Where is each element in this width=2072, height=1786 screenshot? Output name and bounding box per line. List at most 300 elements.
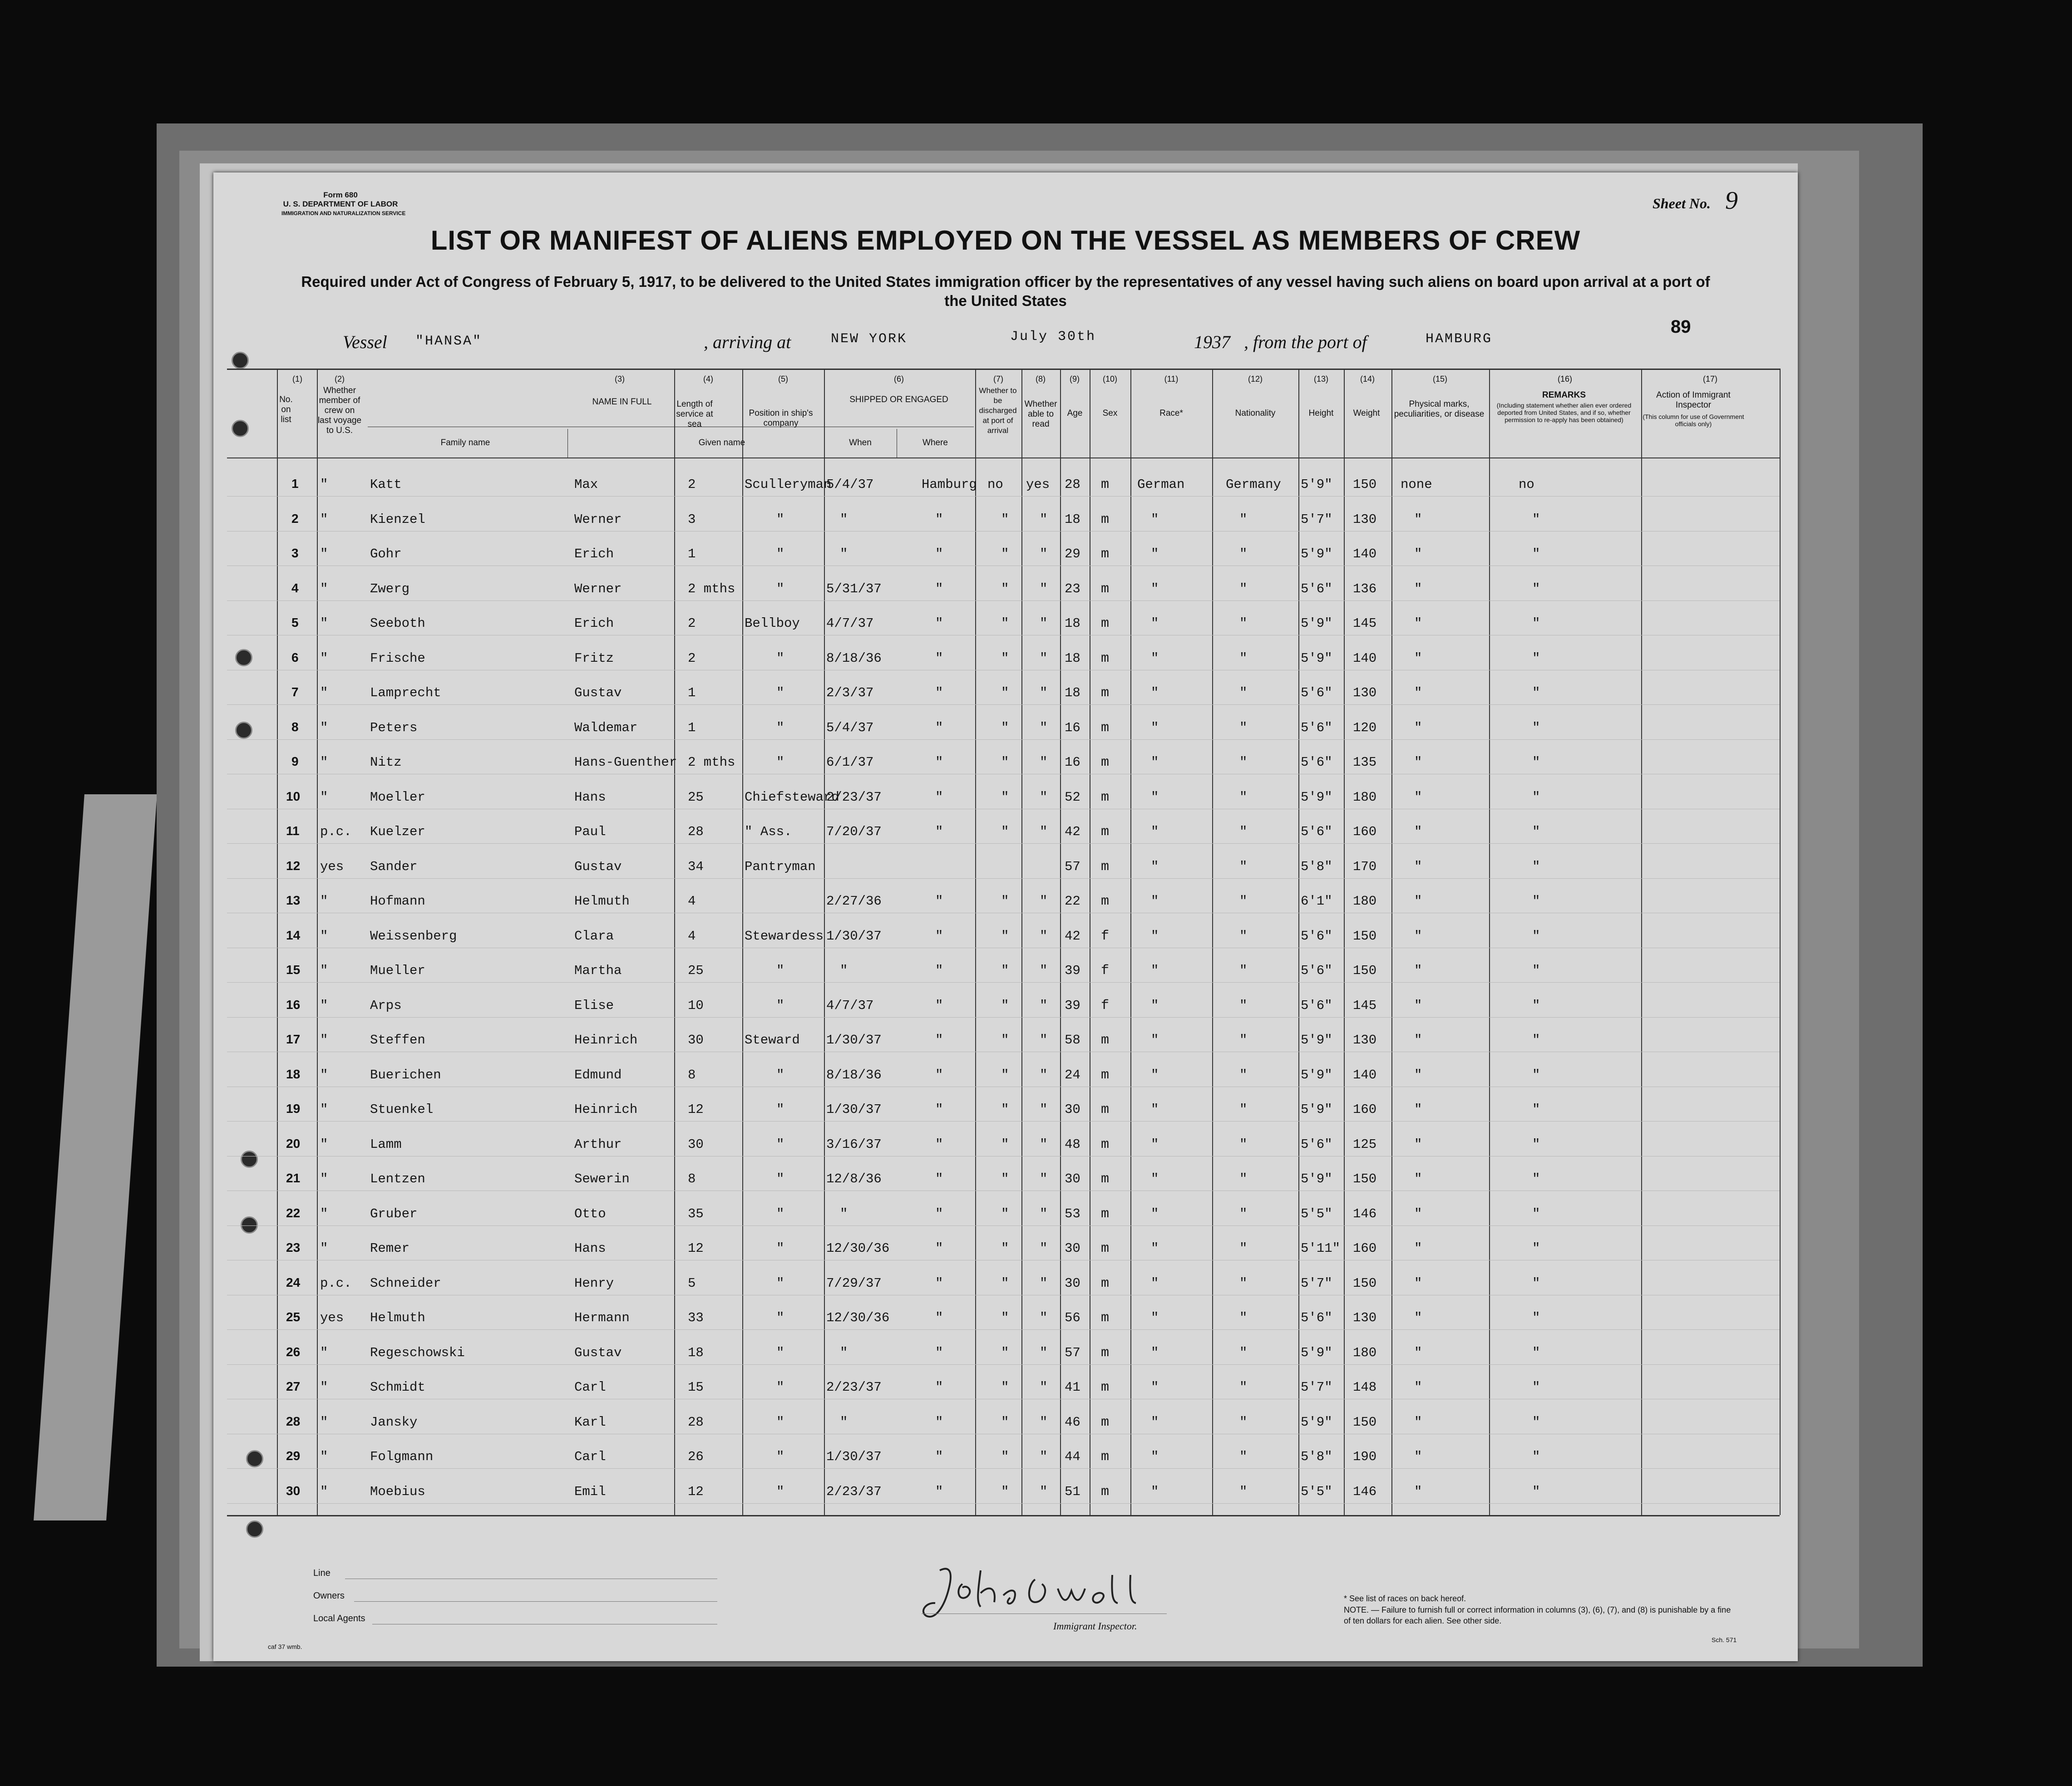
column-rule xyxy=(824,369,825,1515)
shipped-where-cell: " xyxy=(935,894,943,909)
family-name-cell: Frische xyxy=(370,650,425,666)
race-cell: " xyxy=(1151,1171,1159,1186)
footer-owners-label: Owners xyxy=(313,1591,345,1601)
weight-cell: 125 xyxy=(1353,1137,1377,1152)
age-cell: 57 xyxy=(1065,859,1080,874)
col-header-physical: Physical marks, peculiarities, or disease xyxy=(1394,399,1485,419)
family-name-cell: Hofmann xyxy=(370,894,425,909)
nationality-cell: " xyxy=(1239,928,1248,944)
given-name-cell: Carl xyxy=(574,1449,606,1464)
col-header-weight: Weight xyxy=(1353,408,1380,418)
physical-marks-cell: " xyxy=(1414,859,1422,874)
height-cell: 5'6" xyxy=(1301,1310,1332,1325)
row-number: 19 xyxy=(286,1102,301,1116)
age-cell: 42 xyxy=(1065,928,1080,944)
row-rule xyxy=(227,496,1780,497)
given-name-cell: Gustav xyxy=(574,685,622,700)
position-cell: " xyxy=(776,1102,784,1117)
able-to-read-cell: " xyxy=(1040,720,1048,735)
shipped-where-cell: " xyxy=(935,824,943,839)
position-cell: " Ass. xyxy=(745,824,792,839)
service-length-cell: 2 mths xyxy=(688,581,735,596)
sex-cell: m xyxy=(1101,894,1110,909)
height-cell: 5'9" xyxy=(1301,789,1332,805)
shipped-when-cell: 1/30/37 xyxy=(826,928,882,944)
able-to-read-cell: " xyxy=(1040,1206,1048,1221)
sex-cell: m xyxy=(1101,1414,1110,1430)
remarks-cell: " xyxy=(1532,1206,1540,1221)
prev-voyage-cell: " xyxy=(320,1137,328,1152)
row-number: 4 xyxy=(291,581,299,595)
row-number: 13 xyxy=(286,893,301,907)
shipped-where-cell: " xyxy=(935,720,943,735)
age-cell: 18 xyxy=(1065,650,1080,666)
race-cell: " xyxy=(1151,1275,1159,1291)
weight-cell: 130 xyxy=(1353,1310,1377,1325)
discharged-cell: " xyxy=(1001,616,1009,631)
sex-cell: m xyxy=(1101,581,1110,597)
height-cell: 5'9" xyxy=(1301,1345,1332,1360)
column-number: (1) xyxy=(292,374,302,384)
family-name-cell: Arps xyxy=(370,998,402,1013)
position-cell: " xyxy=(776,1206,784,1221)
discharged-cell: " xyxy=(1001,1067,1009,1082)
nationality-cell: " xyxy=(1239,1241,1248,1256)
footer-line-label: Line xyxy=(313,1568,331,1578)
able-to-read-cell: " xyxy=(1040,1275,1048,1291)
service-length-cell: 2 mths xyxy=(688,755,735,770)
shipped-where-cell: " xyxy=(935,1449,943,1464)
discharged-cell: " xyxy=(1001,1380,1009,1395)
remarks-cell: " xyxy=(1532,1345,1540,1360)
race-cell: " xyxy=(1151,1033,1159,1048)
discharged-cell: " xyxy=(1001,1241,1009,1256)
position-cell: Pantryman xyxy=(745,859,816,874)
height-cell: 5'9" xyxy=(1301,1067,1332,1082)
shipped-when-cell: 1/30/37 xyxy=(826,1033,882,1048)
discharged-cell: " xyxy=(1001,1171,1009,1186)
prev-voyage-cell: p.c. xyxy=(320,1275,352,1291)
prev-voyage-cell: " xyxy=(320,963,328,978)
family-name-cell: Zwerg xyxy=(370,581,410,596)
remarks-cell: " xyxy=(1532,755,1540,770)
discharged-cell: " xyxy=(1001,650,1009,666)
row-number: 5 xyxy=(291,615,299,630)
given-name-cell: Max xyxy=(574,477,598,492)
column-number: (7) xyxy=(993,374,1003,384)
column-number: (3) xyxy=(615,374,625,384)
weight-cell: 146 xyxy=(1353,1484,1377,1499)
nationality-cell: " xyxy=(1239,859,1248,874)
row-number: 14 xyxy=(286,928,301,942)
row-number: 24 xyxy=(286,1275,301,1289)
col-header-action-sub: (This column for use of Government officials only) xyxy=(1643,413,1744,428)
able-to-read-cell: " xyxy=(1040,1310,1048,1325)
physical-marks-cell: " xyxy=(1414,1033,1422,1048)
weight-cell: 130 xyxy=(1353,1033,1377,1048)
physical-marks-cell: " xyxy=(1414,1380,1422,1395)
height-cell: 5'7" xyxy=(1301,512,1332,527)
sex-cell: f xyxy=(1101,928,1110,944)
position-cell: Sculleryman xyxy=(745,477,832,492)
family-name-cell: Moeller xyxy=(370,789,425,805)
race-cell: " xyxy=(1151,1484,1159,1499)
col-header-no: No. on list xyxy=(279,395,293,424)
height-cell: 5'9" xyxy=(1301,650,1332,666)
remarks-cell: " xyxy=(1532,546,1540,561)
table-bottom-rule xyxy=(227,1515,1780,1516)
column-number: (5) xyxy=(778,374,788,384)
age-cell: 18 xyxy=(1065,512,1080,527)
column-number: (17) xyxy=(1702,374,1717,384)
service-length-cell: 4 xyxy=(688,928,696,944)
discharged-cell: " xyxy=(1001,1414,1009,1430)
physical-marks-cell: " xyxy=(1414,963,1422,978)
form-header xyxy=(281,191,406,218)
age-cell: 18 xyxy=(1065,616,1080,631)
shipped-where-cell: " xyxy=(935,998,943,1013)
column-rule xyxy=(1780,369,1781,1515)
physical-marks-cell: " xyxy=(1414,1345,1422,1360)
prev-voyage-cell: " xyxy=(320,650,328,666)
sex-cell: m xyxy=(1101,1449,1110,1465)
nationality-cell: " xyxy=(1239,650,1248,666)
weight-cell: 150 xyxy=(1353,1171,1377,1186)
service-length-cell: 1 xyxy=(688,720,696,735)
row-number: 11 xyxy=(286,824,300,838)
column-rule xyxy=(674,369,675,1515)
given-name-cell: Hans xyxy=(574,789,606,805)
race-cell: " xyxy=(1151,755,1159,770)
row-number: 22 xyxy=(286,1205,301,1220)
shipped-when-cell: 1/30/37 xyxy=(826,1449,882,1464)
service-length-cell: 25 xyxy=(688,963,704,978)
position-cell: " xyxy=(776,650,784,666)
service-length-cell: 10 xyxy=(688,998,704,1013)
weight-cell: 150 xyxy=(1353,963,1377,978)
shipped-when-cell: 4/7/37 xyxy=(826,616,874,631)
col-header-age: Age xyxy=(1067,408,1083,418)
row-number: 9 xyxy=(291,754,299,768)
row-number: 23 xyxy=(286,1240,301,1255)
shipped-when-cell: 2/27/36 xyxy=(826,894,882,909)
binder-hole-icon xyxy=(235,649,252,666)
age-cell: 52 xyxy=(1065,789,1080,805)
shipped-when-cell: 2/23/37 xyxy=(826,1380,882,1395)
remarks-cell: " xyxy=(1532,1171,1540,1186)
position-cell: " xyxy=(776,720,784,735)
shipped-when-cell: " xyxy=(840,1345,848,1360)
physical-marks-cell: " xyxy=(1414,928,1422,944)
row-rule xyxy=(227,843,1780,844)
prev-voyage-cell: " xyxy=(320,546,328,561)
height-cell: 5'6" xyxy=(1301,581,1332,596)
able-to-read-cell: " xyxy=(1040,789,1048,805)
col-header-shipped: SHIPPED OR ENGAGED xyxy=(849,395,948,404)
race-cell: " xyxy=(1151,685,1159,700)
position-cell: " xyxy=(776,1345,784,1360)
remarks-cell: " xyxy=(1532,616,1540,631)
nationality-cell: " xyxy=(1239,616,1248,631)
race-cell: " xyxy=(1151,650,1159,666)
position-cell: " xyxy=(776,1449,784,1464)
binder-hole-icon xyxy=(235,722,252,739)
service-length-cell: 15 xyxy=(688,1380,704,1395)
shipped-when-cell: 12/30/36 xyxy=(826,1241,890,1256)
page-number: 89 xyxy=(1671,317,1691,337)
physical-marks-cell: " xyxy=(1414,789,1422,805)
given-name-cell: Heinrich xyxy=(574,1102,638,1117)
able-to-read-cell: " xyxy=(1040,685,1048,700)
sex-cell: m xyxy=(1101,720,1110,736)
col-header-prev-voyage: Whether member of crew on last voyage to U.S. xyxy=(317,386,362,435)
able-to-read-cell: " xyxy=(1040,1033,1048,1048)
sex-cell: m xyxy=(1101,685,1110,701)
weight-cell: 160 xyxy=(1353,1102,1377,1117)
shipped-when-cell: 7/20/37 xyxy=(826,824,882,839)
physical-marks-cell: " xyxy=(1414,1414,1422,1430)
height-cell: 5'6" xyxy=(1301,1137,1332,1152)
age-cell: 28 xyxy=(1065,477,1080,492)
row-rule xyxy=(227,739,1780,740)
page-subtitle: Required under Act of Congress of February 5, 1917, to be delivered to the United States immigration officer by the representatives of any vessel having such aliens on board upon arrival at a port of the United States xyxy=(301,273,1710,309)
sex-cell: m xyxy=(1101,1137,1110,1152)
discharged-cell: " xyxy=(1001,581,1009,596)
race-cell: German xyxy=(1137,477,1185,492)
height-cell: 5'6" xyxy=(1301,998,1332,1013)
sex-cell: m xyxy=(1101,789,1110,805)
discharged-cell: " xyxy=(1001,998,1009,1013)
row-number: 1 xyxy=(291,477,299,491)
column-rule xyxy=(1344,369,1345,1515)
position-cell: " xyxy=(776,1067,784,1082)
discharged-cell: " xyxy=(1001,1310,1009,1325)
physical-marks-cell: " xyxy=(1414,1171,1422,1186)
given-name-cell: Clara xyxy=(574,928,614,944)
prev-voyage-cell: " xyxy=(320,477,328,492)
remarks-cell: " xyxy=(1532,685,1540,700)
race-cell: " xyxy=(1151,1102,1159,1117)
weight-cell: 136 xyxy=(1353,581,1377,596)
able-to-read-cell: " xyxy=(1040,1449,1048,1464)
nationality-cell: " xyxy=(1239,512,1248,527)
age-cell: 30 xyxy=(1065,1102,1080,1117)
column-number: (10) xyxy=(1102,374,1117,384)
shipped-where-cell: " xyxy=(935,1206,943,1221)
column-number: (13) xyxy=(1313,374,1328,384)
row-rule xyxy=(227,1225,1780,1226)
schedule-number: Sch. 571 xyxy=(1712,1636,1737,1643)
row-rule xyxy=(227,1503,1780,1504)
height-cell: 5'9" xyxy=(1301,1171,1332,1186)
row-rule xyxy=(227,878,1780,879)
prev-voyage-cell: " xyxy=(320,1380,328,1395)
physical-marks-cell: " xyxy=(1414,581,1422,596)
given-name-cell: Helmuth xyxy=(574,894,630,909)
row-number: 15 xyxy=(286,963,301,977)
remarks-cell: " xyxy=(1532,1033,1540,1048)
column-number: (2) xyxy=(335,374,345,384)
height-cell: 5'7" xyxy=(1301,1380,1332,1395)
shipped-when-cell: " xyxy=(840,546,848,561)
discharged-cell: " xyxy=(1001,1102,1009,1117)
shipped-where-cell: " xyxy=(935,1137,943,1152)
shipped-when-cell: " xyxy=(840,963,848,978)
height-cell: 5'6" xyxy=(1301,720,1332,735)
remarks-cell: " xyxy=(1532,859,1540,874)
row-number: 21 xyxy=(286,1171,301,1185)
discharged-cell: " xyxy=(1001,546,1009,561)
age-cell: 30 xyxy=(1065,1275,1080,1291)
shipped-when-cell: " xyxy=(840,1414,848,1430)
able-to-read-cell: " xyxy=(1040,512,1048,527)
prev-voyage-cell: " xyxy=(320,720,328,735)
prev-voyage-cell: " xyxy=(320,1102,328,1117)
race-cell: " xyxy=(1151,1449,1159,1464)
shipped-where-cell: " xyxy=(935,1484,943,1499)
prev-voyage-cell: " xyxy=(320,1171,328,1186)
col-header-action: Action of Immigrant Inspector xyxy=(1656,390,1731,410)
remarks-cell: " xyxy=(1532,963,1540,978)
family-name-cell: Lentzen xyxy=(370,1171,425,1186)
remarks-cell: " xyxy=(1532,650,1540,666)
discharged-cell: " xyxy=(1001,685,1009,700)
service-length-cell: 28 xyxy=(688,1414,704,1430)
column-rule xyxy=(317,369,318,1515)
row-number: 25 xyxy=(286,1310,301,1324)
physical-marks-cell: " xyxy=(1414,1241,1422,1256)
arrival-date: July 30th xyxy=(1010,329,1096,344)
able-to-read-cell: " xyxy=(1040,1241,1048,1256)
weight-cell: 120 xyxy=(1353,720,1377,735)
prev-voyage-cell: " xyxy=(320,685,328,700)
shipped-when-cell: 3/16/37 xyxy=(826,1137,882,1152)
height-cell: 5'9" xyxy=(1301,1102,1332,1117)
position-cell: " xyxy=(776,1414,784,1430)
discharged-cell: no xyxy=(987,477,1003,492)
prev-voyage-cell: " xyxy=(320,1206,328,1221)
remarks-cell: " xyxy=(1532,789,1540,805)
discharged-cell: " xyxy=(1001,1275,1009,1291)
shipped-when-cell: 1/30/37 xyxy=(826,1102,882,1117)
family-name-cell: Remer xyxy=(370,1241,410,1256)
age-cell: 23 xyxy=(1065,581,1080,596)
nationality-cell: " xyxy=(1239,1137,1248,1152)
race-cell: " xyxy=(1151,616,1159,631)
department-name: U. S. DEPARTMENT OF LABOR xyxy=(283,200,398,208)
vessel-name: "HANSA" xyxy=(415,334,483,349)
col-header-where: Where xyxy=(923,438,948,448)
family-name-cell: Gruber xyxy=(370,1206,418,1221)
sex-cell: m xyxy=(1101,1345,1110,1361)
column-number: (4) xyxy=(703,374,713,384)
race-cell: " xyxy=(1151,1067,1159,1082)
service-length-cell: 30 xyxy=(688,1137,704,1152)
row-number: 17 xyxy=(286,1032,301,1046)
sex-cell: m xyxy=(1101,1275,1110,1291)
footer-owners-rule xyxy=(354,1601,717,1602)
position-cell: " xyxy=(776,1484,784,1499)
given-name-cell: Hans xyxy=(574,1241,606,1256)
position-cell: " xyxy=(776,1241,784,1256)
family-name-cell: Lamm xyxy=(370,1137,402,1152)
col-header-service: Length of service at sea xyxy=(676,399,713,429)
race-cell: " xyxy=(1151,1310,1159,1325)
shipped-where-cell: " xyxy=(935,1171,943,1186)
binder-hole-icon xyxy=(246,1520,263,1538)
discharged-cell: " xyxy=(1001,1484,1009,1499)
column-rule xyxy=(1298,369,1299,1515)
age-cell: 30 xyxy=(1065,1241,1080,1256)
nationality-cell: " xyxy=(1239,1033,1248,1048)
family-name-cell: Weissenberg xyxy=(370,928,457,944)
col-header-when: When xyxy=(849,438,872,448)
nationality-cell: " xyxy=(1239,755,1248,770)
age-cell: 24 xyxy=(1065,1067,1080,1082)
age-cell: 18 xyxy=(1065,685,1080,700)
binder-hole-icon xyxy=(232,420,249,437)
prev-voyage-cell: " xyxy=(320,1033,328,1048)
remarks-cell: " xyxy=(1532,928,1540,944)
nationality-cell: " xyxy=(1239,546,1248,561)
discharged-cell: " xyxy=(1001,512,1009,527)
service-length-cell: 12 xyxy=(688,1241,704,1256)
race-cell: " xyxy=(1151,1137,1159,1152)
height-cell: 6'1" xyxy=(1301,894,1332,909)
service-length-cell: 30 xyxy=(688,1033,704,1048)
family-name-cell: Katt xyxy=(370,477,402,492)
shipped-when-cell: " xyxy=(840,512,848,527)
column-number: (9) xyxy=(1070,374,1080,384)
column-rule xyxy=(1391,369,1392,1515)
sex-cell: m xyxy=(1101,650,1110,666)
discharged-cell: " xyxy=(1001,1206,1009,1221)
remarks-cell: " xyxy=(1532,1137,1540,1152)
weight-cell: 130 xyxy=(1353,512,1377,527)
footer-agents-label: Local Agents xyxy=(313,1614,365,1624)
shipped-where-cell: " xyxy=(935,1033,943,1048)
able-to-read-cell: " xyxy=(1040,546,1048,561)
col-header-height: Height xyxy=(1308,408,1334,418)
column-rule xyxy=(1212,369,1213,1515)
service-length-cell: 2 xyxy=(688,477,696,492)
physical-marks-cell: " xyxy=(1414,616,1422,631)
row-number: 3 xyxy=(291,546,299,560)
given-name-cell: Edmund xyxy=(574,1067,622,1082)
height-cell: 5'5" xyxy=(1301,1484,1332,1499)
column-rule xyxy=(1021,369,1022,1515)
row-number: 18 xyxy=(286,1067,301,1081)
row-number: 26 xyxy=(286,1344,301,1359)
service-name: IMMIGRATION AND NATURALIZATION SERVICE xyxy=(281,210,406,216)
sex-cell: m xyxy=(1101,1310,1110,1326)
column-rule xyxy=(277,369,278,1515)
fine-note: NOTE. — Failure to furnish full or correct information in columns (3), (6), (7), and (8) is punishable by a fine of ten dollars for each alien. See other side. xyxy=(1344,1605,1731,1625)
physical-marks-cell: none xyxy=(1401,477,1432,492)
service-length-cell: 2 xyxy=(688,616,696,631)
row-rule xyxy=(227,1017,1780,1018)
arrival-year: 1937 xyxy=(1194,332,1230,352)
service-length-cell: 2 xyxy=(688,650,696,666)
service-length-cell: 1 xyxy=(688,685,696,700)
sex-cell: m xyxy=(1101,477,1110,492)
prev-voyage-cell: " xyxy=(320,894,328,909)
height-cell: 5'9" xyxy=(1301,1414,1332,1430)
sex-cell: m xyxy=(1101,1171,1110,1187)
able-to-read-cell: " xyxy=(1040,1067,1048,1082)
nationality-cell: " xyxy=(1239,1345,1248,1360)
family-name-cell: Buerichen xyxy=(370,1067,441,1082)
